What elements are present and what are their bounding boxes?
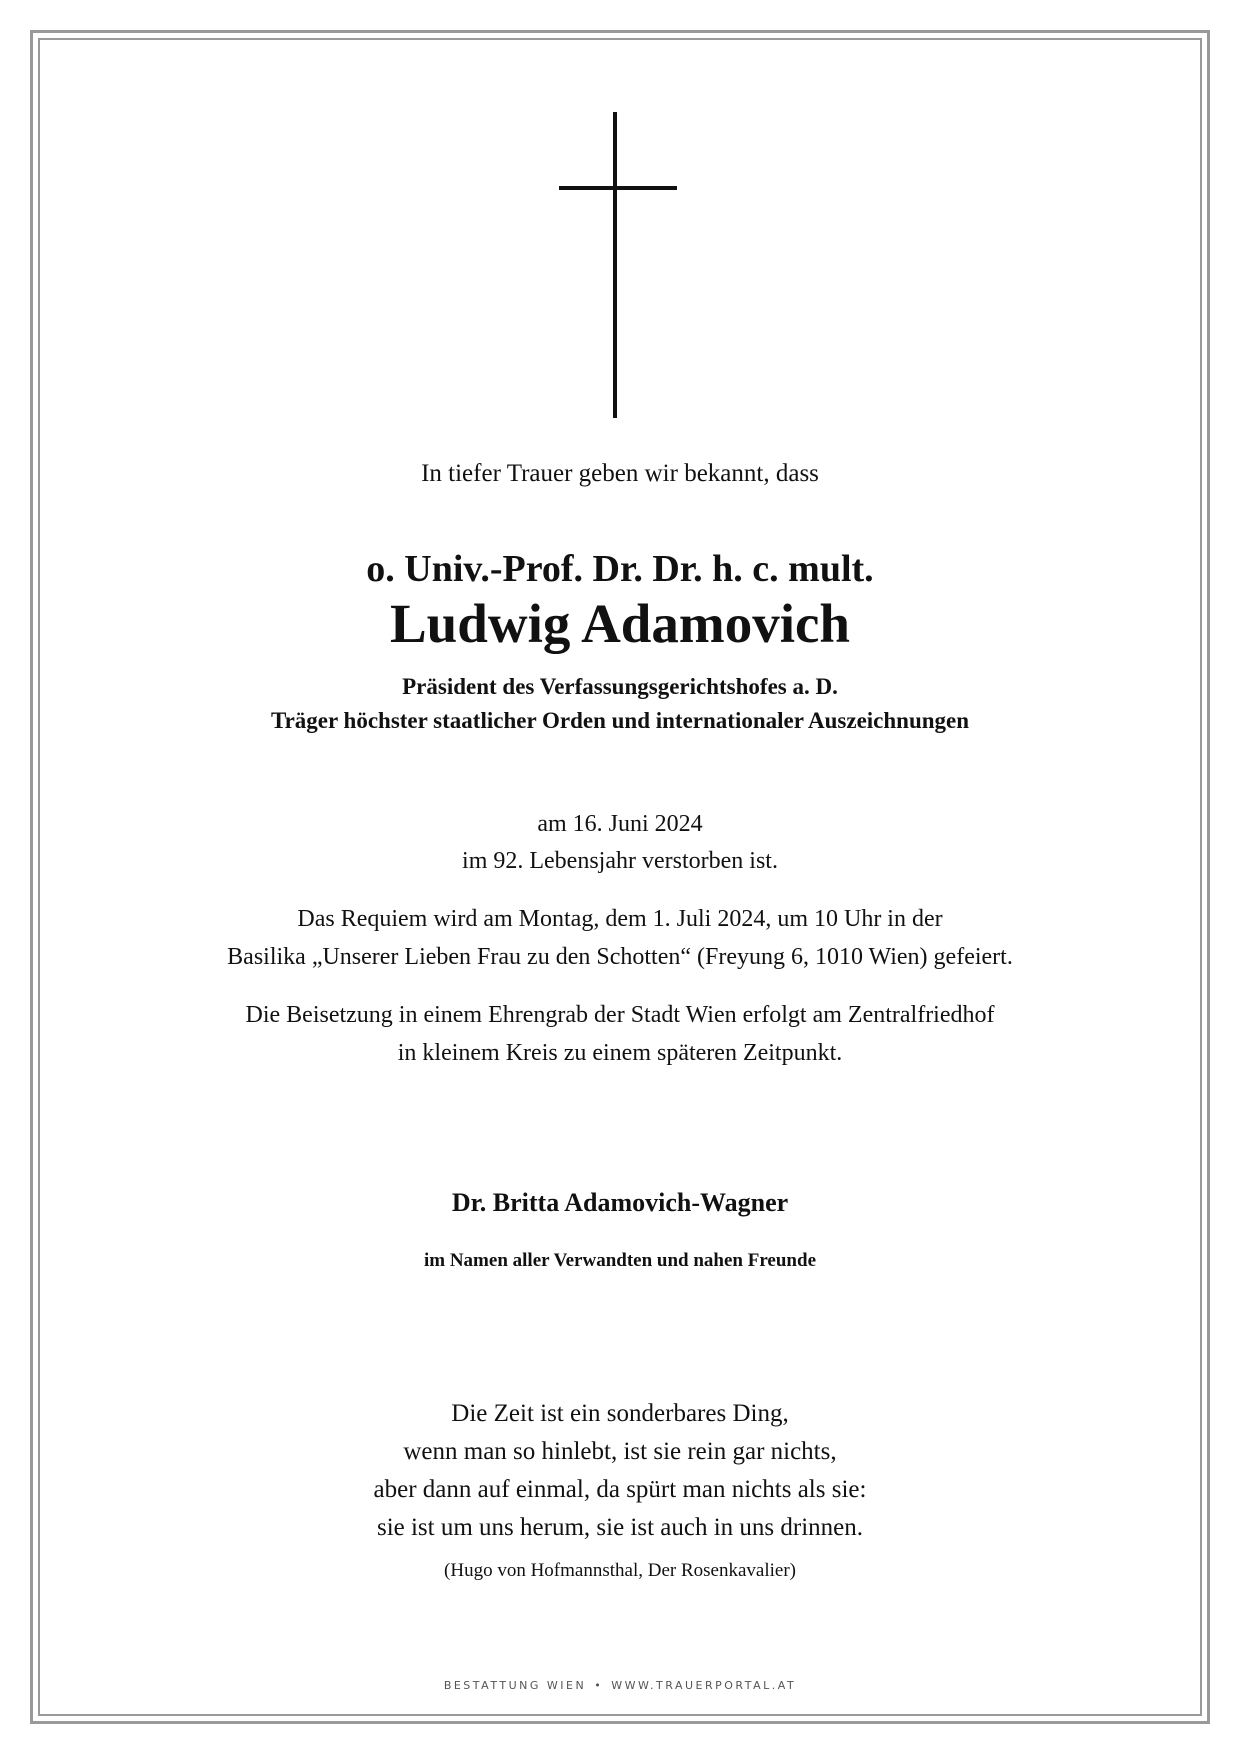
footer-website-link[interactable]: WWW.TRAUERPORTAL.AT bbox=[611, 1679, 797, 1692]
burial-line: in kleinem Kreis zu einem späteren Zeitpunkt. bbox=[397, 1040, 843, 1066]
requiem-line: Basilika „Unserer Lieben Frau zu den Schotten“ (Freyung 6, 1010 Wien) gefeiert. bbox=[227, 944, 1013, 970]
footer-separator: • bbox=[594, 1679, 604, 1692]
signer-name: Dr. Britta Adamovich-Wagner bbox=[451, 1188, 789, 1217]
cross-icon bbox=[0, 0, 1240, 440]
footer bbox=[0, 1679, 1240, 1692]
burial-line: Die Beisetzung in einem Ehrengrab der Stadt Wien erfolgt am Zentralfriedhof bbox=[245, 1002, 995, 1028]
poem-line: sie ist um uns herum, sie ist auch in uns drinnen. bbox=[376, 1514, 864, 1541]
poem-line: aber dann auf einmal, da spürt man nichts als sie: bbox=[373, 1476, 867, 1503]
requiem-line: Das Requiem wird am Montag, dem 1. Juli 2024, um 10 Uhr in der bbox=[297, 906, 943, 932]
deceased-name: Ludwig Adamovich bbox=[390, 593, 850, 654]
poem-line: wenn man so hinlebt, ist sie rein gar nichts, bbox=[403, 1438, 837, 1465]
poem-line: Die Zeit ist ein sonderbares Ding, bbox=[451, 1400, 789, 1427]
death-date: am 16. Juni 2024 bbox=[537, 811, 703, 837]
academic-title: o. Univ.-Prof. Dr. Dr. h. c. mult. bbox=[366, 548, 874, 590]
footer-company: BESTATTUNG WIEN bbox=[443, 1679, 587, 1692]
age-text: im 92. Lebensjahr verstorben ist. bbox=[462, 848, 778, 874]
quote-source: (Hugo von Hofmannsthal, Der Rosenkavalier) bbox=[444, 1560, 796, 1581]
signer-note: im Namen aller Verwandten und nahen Freunde bbox=[423, 1250, 816, 1271]
intro-text: In tiefer Trauer geben wir bekannt, dass bbox=[421, 460, 819, 487]
role-line: Träger höchster staatlicher Orden und internationaler Auszeichnungen bbox=[270, 708, 970, 733]
role-line: Präsident des Verfassungsgerichtshofes a. D. bbox=[402, 674, 838, 699]
